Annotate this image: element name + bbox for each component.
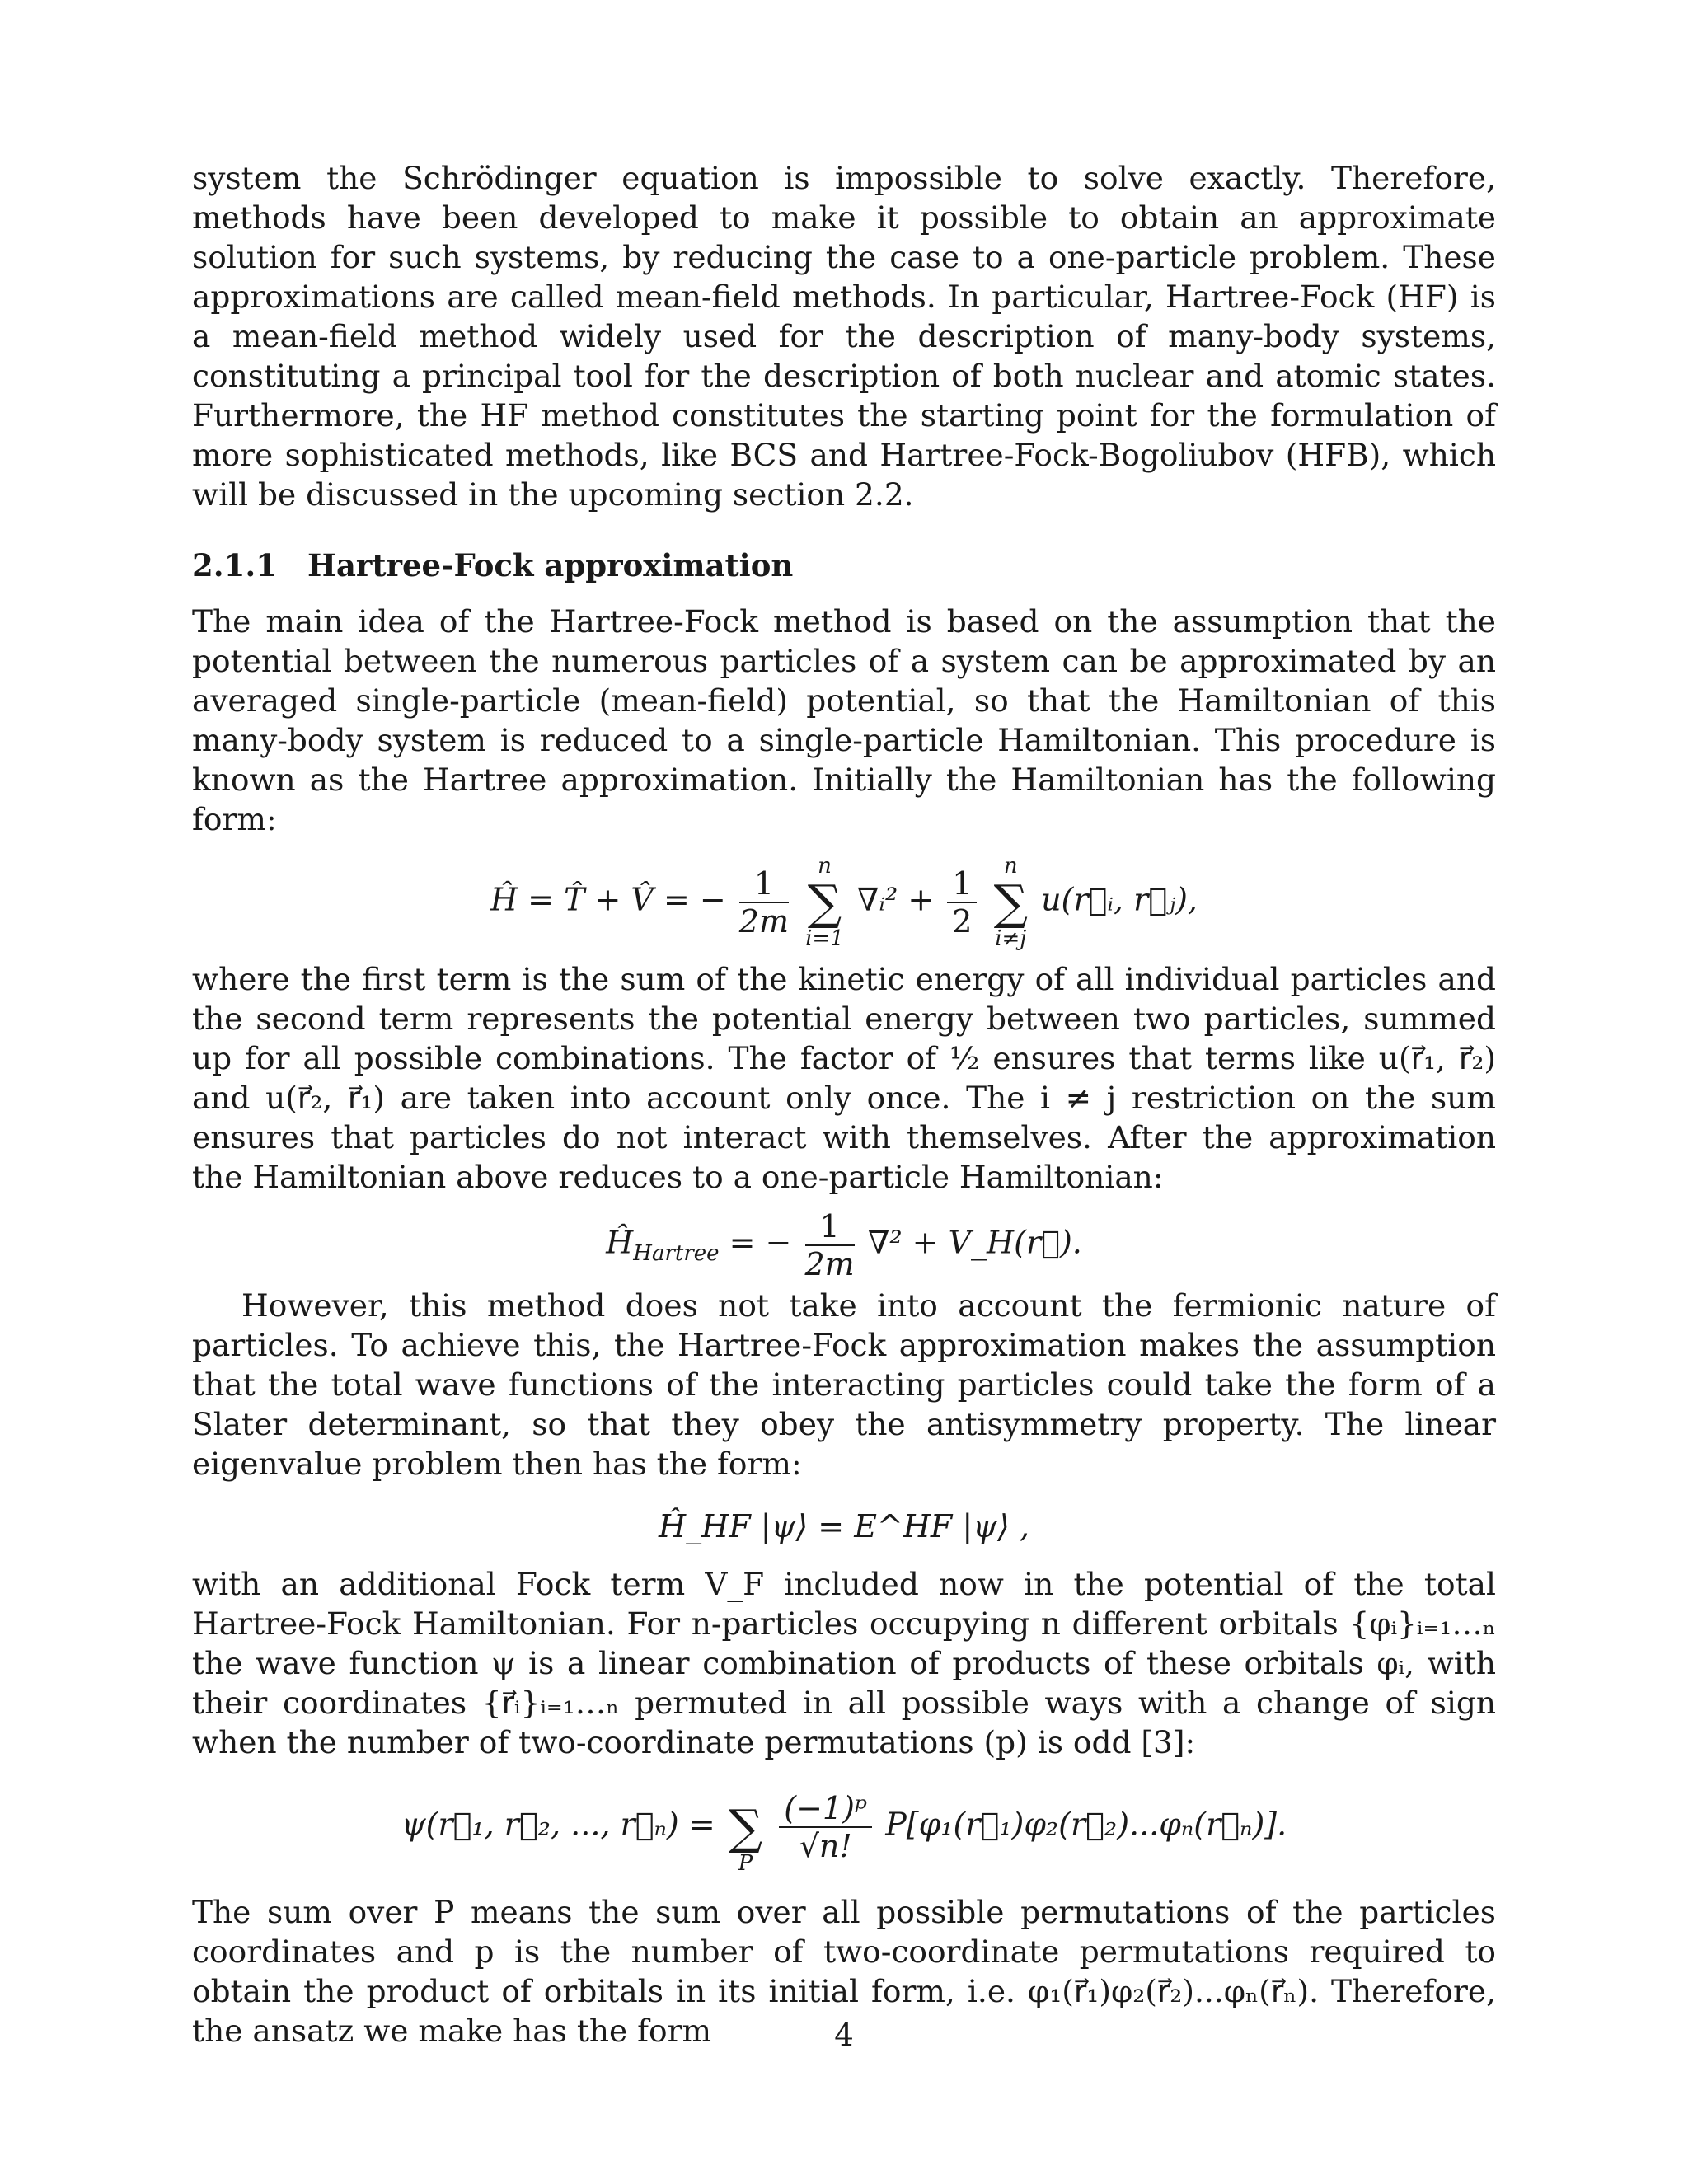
paragraph-permutations: The sum over P means the sum over all possible permutations of the particles coordinates and p is the number of two-coordinate permutations required to obtain the product of orbitals in its initial form, i.e. φ₁(r⃗₁)φ₂(r⃗₂)...φₙ(r⃗ₙ). Therefore, the ansatz we make has the form [192,1894,1496,2049]
paragraph-fermionic: However, this method does not take into account the fermionic nature of particles. To achieve this, the Hartree-Fock approximation makes the assumption that the total wave functions of the interacting particles could take the form of a Slater determinant, so that they obey the antisymmetry property. The linear eigenvalue problem then has the form: [192,1287,1496,1482]
equation-hartree-hamiltonian: $Ĥ_{Hartree}$ = − $\frac{1}{2m}$ ∇² + V_H(r⃗). [606,1208,1082,1282]
paragraph-fock-term: with an additional Fock term V_F included now in the potential of the total Hartree-Fock Hamiltonian. For n-particles occupying n different orbitals {φᵢ}ᵢ₌₁…ₙ the wave function ψ is a linear combination of products of these orbitals φᵢ, with their coordinates {r⃗ᵢ}ᵢ₌₁…ₙ permuted in all possible ways with a change of sign when the number of two-coordinate permutations (p) is odd [3]: [192,1566,1496,1760]
page-number: 4 [834,2018,854,2053]
section-heading [192,546,1496,585]
page-content [192,158,1496,2050]
equation-slater: ψ(r⃗₁, r⃗₂, ..., r⃗ₙ) = ∑ P $\frac{\text{(−1)ᵖ}}{√n!}$ P[φ₁(r⃗₁)φ₂(r⃗₂)...φₙ(r⃗ₙ)]. [401,1790,1287,1876]
equation-eigenvalue: Ĥ_HF |ψ⟩ = E^HF |ψ⟩ , [659,1508,1029,1544]
paragraph-intro: system the Schrödinger equation is impossible to solve exactly. Therefore, methods have been developed to make it possible to obtain an approximate solution for such systems, by reducing the case to a one-particle problem. These approximations are called mean-field methods. In particular, Hartree-Fock (HF) is a mean-field method widely used for the description of many-body systems, constituting a principal tool for the description of both nuclear and atomic states. Furthermore, the HF method constitutes the starting point for the formulation of more sophisticated methods, like BCS and Hartree-Fock-Bogoliubov (HFB), which will be discussed in the upcoming section 2.2. [192,160,1496,513]
equation-hamiltonian: Ĥ = T̂ + V̂ = − $\frac{1}{2m}$ n ∑ i=1 ∇ᵢ² + $\frac{1}{2}$ n ∑ i≠j u(r⃗ᵢ, r⃗ⱼ), [490,854,1198,951]
section-number: 2.1.1 [192,547,277,583]
paragraph-hartree-idea: The main idea of the Hartree-Fock method is based on the assumption that the potential between the numerous particles of a system can be approximated by an averaged single-particle (mean-field) potential, so that the Hamiltonian of this many-body system is reduced to a single-particle Hamiltonian. This procedure is known as the Hartree approximation. Initially the Hamiltonian has the following form: [192,603,1496,837]
paragraph-terms-explained: where the first term is the sum of the kinetic energy of all individual particles and the second term represents the potential energy between two particles, summed up for all possible combinations. The factor of ½ ensures that terms like u(r⃗₁, r⃗₂) and u(r⃗₂, r⃗₁) are taken into account only once. The i ≠ j restriction on the sum ensures that particles do not interact with themselves. After the approximation the Hamiltonian above reduces to a one-particle Hamiltonian: [192,961,1496,1195]
section-title: Hartree-Fock approximation [307,547,794,583]
